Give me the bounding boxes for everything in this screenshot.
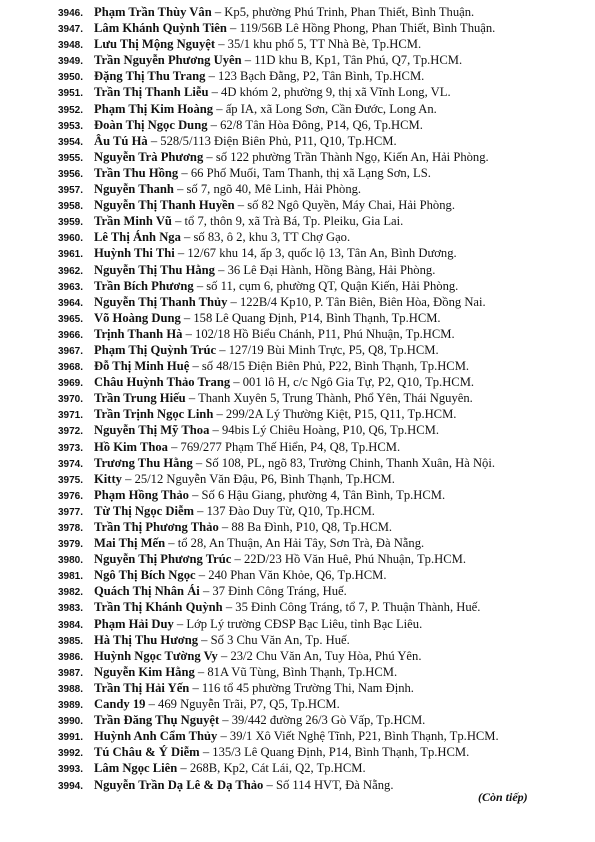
entry-address: 769/277 Phạm Thế Hiển, P4, Q8, Tp.HCM. [180,439,401,454]
list-item: 3991. Huỳnh Anh Cẩm Thủy – 39/1 Xô Viết Nghệ Tĩnh, P21, Bình Thạnh, Tp.HCM. [58,728,578,744]
entry-number: 3980. [58,555,84,567]
entry-number: 3962. [58,265,84,277]
entry-name: Trần Đăng Thụ Nguyệt [94,713,220,728]
entry-name: Lê Thị Ánh Nga [94,230,181,245]
entry-address: 299/2A Lý Thường Kiệt, P15, Q11, Tp.HCM. [225,407,457,422]
entry-name: Tú Châu & Ý Diễm [94,745,200,760]
entry-name: Phạm Hồng Thảo [94,487,189,502]
entry-number: 3968. [58,362,84,374]
entry-address: ấp IA, xã Long Sơn, Cần Đước, Long An. [225,101,437,116]
entry-name: Trần Minh Vũ [94,214,172,229]
list-item: 3969. Châu Huỳnh Thảo Trang – 001 lô H, c/c Ngô Gia Tự, P2, Q10, Tp.HCM. [58,374,578,390]
entry-name: Nguyễn Thị Thanh Thủy [94,294,228,309]
entry-name: Huỳnh Thi Thi [94,246,175,261]
entry-number: 3964. [58,297,84,309]
entry-number: 3957. [58,185,84,197]
entry-number: 3949. [58,56,84,68]
list-item: 3958. Nguyễn Thị Thanh Huyền – số 82 Ngô Quyền, Máy Chai, Hải Phòng. [58,197,578,213]
entry-number: 3966. [58,329,84,341]
entry-name: Âu Tú Hà [94,133,148,148]
list-item: 3965. Võ Hoàng Dung – 158 Lê Quang Định, P14, Bình Thạnh, Tp.HCM. [58,310,578,326]
entry-name: Đỗ Thị Minh Huệ [94,359,190,374]
entry-name: Phạm Thị Quỳnh Trúc [94,342,217,357]
entry-number: 3982. [58,587,84,599]
entry-name: Trần Trung Hiếu [94,391,186,406]
entry-address: 240 Phan Văn Khỏe, Q6, Tp.HCM. [208,568,387,583]
entry-number: 3989. [58,700,84,712]
entry-list [58,4,578,793]
entry-name: Candy 19 [94,697,146,712]
continued-note: (Còn tiếp) [478,790,528,804]
entry-name: Trần Trịnh Ngọc Linh [94,407,214,422]
list-item: 3967. Phạm Thị Quỳnh Trúc – 127/19 Bùi Minh Trực, P5, Q8, Tp.HCM. [58,342,578,358]
entry-number: 3958. [58,201,84,213]
entry-number: 3975. [58,474,84,486]
entry-number: 3983. [58,603,84,615]
entry-name: Trần Thu Hồng [94,165,179,180]
entry-name: Lâm Ngọc Liên [94,761,178,776]
list-item: 3984. Phạm Hải Duy – Lớp Lý trường CĐSP Bạc Liêu, tỉnh Bạc Liêu. [58,616,578,632]
entry-address: Thanh Xuyên 5, Trung Thành, Phổ Yên, Thái Nguyên. [198,391,473,406]
entry-address: 35 Đinh Công Tráng, tổ 7, P. Thuận Thành, Huế. [235,600,481,615]
entry-address: 22D/23 Hồ Văn Huê, Phú Nhuận, Tp.HCM. [243,552,466,567]
entry-number: 3976. [58,490,84,502]
entry-number: 3994. [58,780,84,792]
entry-number: 3988. [58,683,84,695]
entry-number: 3986. [58,651,84,663]
entry-number: 3947. [58,24,84,36]
list-item: 3993. Lâm Ngọc Liên – 268B, Kp2, Cát Lái, Q2, Tp.HCM. [58,760,578,776]
list-item: 3990. Trần Đăng Thụ Nguyệt – 39/442 đường 26/3 Gò Vấp, Tp.HCM. [58,712,578,728]
entry-address: Kp5, phường Phú Trinh, Phan Thiết, Bình Thuận. [224,5,475,19]
entry-number: 3992. [58,748,84,760]
entry-name: Nguyễn Thanh [94,182,174,197]
entry-name: Nguyễn Trần Dạ Lê & Dạ Thảo [94,777,264,792]
list-item: 3954. Âu Tú Hà – 528/5/113 Điện Biên Phủ, P11, Q10, Tp.HCM. [58,133,578,149]
entry-address: 001 lô H, c/c Ngô Gia Tự, P2, Q10, Tp.HCM. [242,375,475,390]
list-item: 3971. Trần Trịnh Ngọc Linh – 299/2A Lý Thường Kiệt, P15, Q11, Tp.HCM. [58,406,578,422]
entry-address: 12/67 khu 14, ấp 3, quốc lộ 13, Tân An, Bình Dương. [187,246,457,261]
list-item: 3976. Phạm Hồng Thảo – Số 6 Hậu Giang, phường 4, Tân Bình, Tp.HCM. [58,487,578,503]
entry-number: 3952. [58,104,84,116]
list-item: 3978. Trần Thị Phương Thảo – 88 Ba Đình, P10, Q8, Tp.HCM. [58,519,578,535]
entry-address: 25/12 Nguyễn Văn Đậu, P6, Bình Thạnh, Tp.HCM. [134,471,395,486]
entry-address: số 11, cụm 6, phường QT, Quận Kiến, Hải Phòng. [206,278,459,293]
entry-address: số 7, ngõ 40, Mê Linh, Hải Phòng. [186,182,362,197]
list-item: 3973. Hồ Kim Thoa – 769/277 Phạm Thế Hiển, P4, Q8, Tp.HCM. [58,439,578,455]
list-item: 3968. Đỗ Thị Minh Huệ – số 48/15 Điện Biên Phủ, P22, Bình Thạnh, Tp.HCM. [58,358,578,374]
list-item: 3963. Trần Bích Phương – số 11, cụm 6, phường QT, Quận Kiến, Hải Phòng. [58,278,578,294]
entry-number: 3950. [58,72,84,84]
entry-number: 3960. [58,233,84,245]
entry-address: 102/18 Hồ Biểu Chánh, P11, Phú Nhuận, Tp.HCM. [195,326,455,341]
list-item: 3966. Trịnh Thanh Hà – 102/18 Hồ Biểu Chánh, P11, Phú Nhuận, Tp.HCM. [58,326,578,342]
entry-name: Nguyễn Kim Hằng [94,664,195,679]
list-item: 3972. Nguyễn Thị Mỹ Thoa – 94bis Lý Chiêu Hoàng, P10, Q6, Tp.HCM. [58,422,578,438]
entry-address: số 83, ô 2, khu 3, TT Chợ Gạo. [193,230,351,245]
entry-address: 94bis Lý Chiêu Hoàng, P10, Q6, Tp.HCM. [221,423,439,438]
entry-address: 37 Đinh Công Tráng, Huế. [212,584,347,599]
entry-number: 3979. [58,539,84,551]
list-item: 3983. Trần Thị Khánh Quỳnh – 35 Đinh Công Tráng, tổ 7, P. Thuận Thành, Huế. [58,599,578,615]
entry-address: Số 108, PL, ngõ 83, Trường Chinh, Thanh Xuân, Hà Nội. [205,455,495,470]
entry-number: 3987. [58,667,84,679]
entry-name: Kitty [94,471,122,486]
entry-name: Huỳnh Anh Cẩm Thủy [94,729,218,744]
entry-name: Phạm Thị Kim Hoàng [94,101,214,116]
entry-name: Trần Bích Phương [94,278,194,293]
list-item: 3957. Nguyễn Thanh – số 7, ngõ 40, Mê Linh, Hải Phòng. [58,181,578,197]
entry-name: Châu Huỳnh Thảo Trang [94,375,231,390]
list-item: 3952. Phạm Thị Kim Hoàng – ấp IA, xã Long Sơn, Cần Đước, Long An. [58,101,578,117]
entry-name: Trần Nguyễn Phương Uyên [94,53,242,68]
entry-number: 3991. [58,732,84,744]
entry-name: Trần Thị Phương Thảo [94,520,219,534]
list-item: 3959. Trần Minh Vũ – tổ 7, thôn 9, xã Trà Bá, Tp. Pleiku, Gia Lai. [58,213,578,229]
entry-number: 3965. [58,313,84,325]
entry-address: Số 114 HVT, Đà Nẵng. [275,777,394,792]
entry-address: 268B, Kp2, Cát Lái, Q2, Tp.HCM. [189,761,366,776]
entry-name: Huỳnh Ngọc Tường Vy [94,648,218,663]
entry-address: 119/56B Lê Hồng Phong, Phan Thiết, Bình Thuận. [239,21,496,36]
entry-address: 137 Đào Duy Từ, Q10, Tp.HCM. [206,503,375,518]
entry-address: Số 6 Hậu Giang, phường 4, Tân Bình, Tp.HCM. [201,487,446,502]
list-item: 3948. Lưu Thị Mộng Nguyệt – 35/1 khu phố 5, TT Nhà Bè, Tp.HCM. [58,36,578,52]
entry-number: 3981. [58,571,84,583]
entry-number: 3948. [58,40,84,52]
list-item: 3989. Candy 19 – 469 Nguyễn Trãi, P7, Q5, Tp.HCM. [58,696,578,712]
list-item: 3992. Tú Châu & Ý Diễm – 135/3 Lê Quang Định, P14, Bình Thạnh, Tp.HCM. [58,744,578,760]
entry-number: 3971. [58,410,84,422]
entry-name: Nguyễn Thị Phương Trúc [94,552,232,567]
list-item: 3961. Huỳnh Thi Thi – 12/67 khu 14, ấp 3, quốc lộ 13, Tân An, Bình Dương. [58,245,578,261]
entry-address: số 82 Ngô Quyền, Máy Chai, Hải Phòng. [247,198,455,213]
entry-number: 3963. [58,281,84,293]
entry-address: 62/8 Tân Hòa Đông, P14, Q6, Tp.HCM. [220,117,423,132]
entry-address: 158 Lê Quang Định, P14, Bình Thạnh, Tp.HCM. [193,310,441,325]
entry-number: 3970. [58,394,84,406]
entry-name: Nguyễn Trà Phương [94,149,204,164]
list-item: 3962. Nguyễn Thị Thu Hằng – 36 Lê Đại Hành, Hồng Bàng, Hải Phòng. [58,262,578,278]
list-item: 3985. Hà Thị Thu Hương – Số 3 Chu Văn An, Tp. Huế. [58,632,578,648]
list-item: 3981. Ngô Thị Bích Ngọc – 240 Phan Văn Khỏe, Q6, Tp.HCM. [58,567,578,583]
entry-number: 3953. [58,120,84,132]
entry-name: Hồ Kim Thoa [94,439,168,454]
entry-address: 39/442 đường 26/3 Gò Vấp, Tp.HCM. [231,713,426,728]
entry-name: Mai Thị Mến [94,536,166,551]
entry-address: tổ 28, An Thuận, An Hải Tây, Sơn Trà, Đà Nẵng. [177,536,425,551]
list-item: 3960. Lê Thị Ánh Nga – số 83, ô 2, khu 3, TT Chợ Gạo. [58,229,578,245]
entry-address: 122B/4 Kp10, P. Tân Biên, Biên Hòa, Đồng Nai. [239,294,486,309]
list-item: 3988. Trần Thị Hải Yến – 116 tổ 45 phường Trường Thi, Nam Định. [58,680,578,696]
list-item: 3975. Kitty – 25/12 Nguyễn Văn Đậu, P6, Bình Thạnh, Tp.HCM. [58,471,578,487]
entry-address: tổ 7, thôn 9, xã Trà Bá, Tp. Pleiku, Gia Lai. [184,214,404,229]
list-item: 3986. Huỳnh Ngọc Tường Vy – 23/2 Chu Văn An, Tuy Hòa, Phú Yên. [58,648,578,664]
list-item: 3970. Trần Trung Hiếu – Thanh Xuyên 5, Trung Thành, Phổ Yên, Thái Nguyên. [58,390,578,406]
entry-name: Lâm Khánh Quỳnh Tiên [94,21,227,36]
entry-name: Ngô Thị Bích Ngọc [94,568,196,583]
entry-name: Trần Thị Khánh Quỳnh [94,600,223,615]
entry-address: 135/3 Lê Quang Định, P14, Bình Thạnh, Tp.HCM. [212,745,470,760]
entry-address: 88 Ba Đình, P10, Q8, Tp.HCM. [231,520,393,534]
entry-address: 81A Vũ Tùng, Bình Thạnh, Tp.HCM. [207,664,398,679]
entry-address: Lớp Lý trường CĐSP Bạc Liêu, tỉnh Bạc Liêu. [186,616,423,631]
list-item: 3977. Từ Thị Ngọc Diễm – 137 Đào Duy Từ, Q10, Tp.HCM. [58,503,578,519]
entry-name: Hà Thị Thu Hương [94,632,199,647]
entry-name: Trương Thu Hằng [94,455,193,470]
entry-address: 11D khu B, Kp1, Tân Phú, Q7, Tp.HCM. [254,53,463,68]
entry-number: 3967. [58,345,84,357]
list-item: 3974. Trương Thu Hằng – Số 108, PL, ngõ 83, Trường Chinh, Thanh Xuân, Hà Nội. [58,455,578,471]
list-item: 3949. Trần Nguyễn Phương Uyên – 11D khu B, Kp1, Tân Phú, Q7, Tp.HCM. [58,52,578,68]
entry-name: Nguyễn Thị Thu Hằng [94,262,215,277]
entry-number: 3956. [58,168,84,180]
entry-name: Trần Thị Hải Yến [94,680,190,695]
entry-name: Phạm Trần Thùy Vân [94,5,212,19]
entry-address: 66 Phố Muối, Tam Thanh, thị xã Lạng Sơn, LS. [190,165,431,180]
entry-number: 3951. [58,88,84,100]
entry-address: 39/1 Xô Viết Nghệ Tĩnh, P21, Bình Thạnh, Tp.HCM. [229,729,499,744]
entry-name: Lưu Thị Mộng Nguyệt [94,37,216,52]
entry-number: 3954. [58,136,84,148]
entry-number: 3993. [58,764,84,776]
entry-address: 35/1 khu phố 5, TT Nhà Bè, Tp.HCM. [227,37,422,52]
entry-address: 36 Lê Đại Hành, Hồng Bàng, Hải Phòng. [227,262,436,277]
list-item: 3950. Đặng Thị Thu Trang – 123 Bạch Đằng, P2, Tân Bình, Tp.HCM. [58,68,578,84]
entry-address: 4D khóm 2, phường 9, thị xã Vĩnh Long, VL. [221,85,451,100]
entry-number: 3978. [58,523,84,534]
list-item: 3994. Nguyễn Trần Dạ Lê & Dạ Thảo – Số 114 HVT, Đà Nẵng. [58,777,578,793]
entry-name: Quách Thị Nhân Ái [94,584,200,599]
entry-number: 3959. [58,217,84,229]
entry-name: Trần Thị Thanh Liễu [94,85,209,100]
entry-number: 3977. [58,506,84,518]
entry-name: Trịnh Thanh Hà [94,326,183,341]
list-item: 3953. Đoàn Thị Ngọc Dung – 62/8 Tân Hòa Đông, P14, Q6, Tp.HCM. [58,117,578,133]
entry-address: 23/2 Chu Văn An, Tuy Hòa, Phú Yên. [230,648,422,663]
entry-address: 123 Bạch Đằng, P2, Tân Bình, Tp.HCM. [218,69,425,84]
entry-number: 3984. [58,619,84,631]
list-item: 3951. Trần Thị Thanh Liễu – 4D khóm 2, phường 9, thị xã Vĩnh Long, VL. [58,84,578,100]
list-item: 3947. Lâm Khánh Quỳnh Tiên – 119/56B Lê Hồng Phong, Phan Thiết, Bình Thuận. [58,20,578,36]
entry-address: 127/19 Bùi Minh Trực, P5, Q8, Tp.HCM. [228,342,439,357]
list-item: 3982. Quách Thị Nhân Ái – 37 Đinh Công Tráng, Huế. [58,583,578,599]
entry-address: 528/5/113 Điện Biên Phủ, P11, Q10, Tp.HCM. [160,133,397,148]
entry-number: 3973. [58,442,84,454]
entry-number: 3946. [58,8,84,19]
entry-address: số 48/15 Điện Biên Phủ, P22, Bình Thạnh, Tp.HCM. [201,359,470,374]
list-item: 3987. Nguyễn Kim Hằng – 81A Vũ Tùng, Bình Thạnh, Tp.HCM. [58,664,578,680]
entry-name: Võ Hoàng Dung [94,310,181,325]
entry-address: số 122 phường Trần Thành Ngọ, Kiến An, Hải Phòng. [215,149,489,164]
list-item: 3979. Mai Thị Mến – tổ 28, An Thuận, An Hải Tây, Sơn Trà, Đà Nẵng. [58,535,578,551]
entry-number: 3985. [58,635,84,647]
entry-number: 3969. [58,378,84,390]
entry-name: Nguyễn Thị Thanh Huyền [94,198,235,213]
list-item: 3964. Nguyễn Thị Thanh Thủy – 122B/4 Kp10, P. Tân Biên, Biên Hòa, Đồng Nai. [58,294,578,310]
entry-name: Nguyễn Thị Mỹ Thoa [94,423,210,438]
entry-name: Phạm Hải Duy [94,616,174,631]
entry-number: 3974. [58,458,84,470]
entry-address: Số 3 Chu Văn An, Tp. Huế. [210,632,350,647]
entry-number: 3972. [58,426,84,438]
entry-number: 3990. [58,716,84,728]
list-item: 3980. Nguyễn Thị Phương Trúc – 22D/23 Hồ Văn Huê, Phú Nhuận, Tp.HCM. [58,551,578,567]
entry-number: 3961. [58,249,84,261]
entry-name: Từ Thị Ngọc Diễm [94,503,195,518]
entry-name: Đoàn Thị Ngọc Dung [94,117,208,132]
list-item: 3955. Nguyễn Trà Phương – số 122 phường Trần Thành Ngọ, Kiến An, Hải Phòng. [58,149,578,165]
list-item: 3956. Trần Thu Hồng – 66 Phố Muối, Tam Thanh, thị xã Lạng Sơn, LS. [58,165,578,181]
entry-name: Đặng Thị Thu Trang [94,69,206,84]
entry-address: 116 tổ 45 phường Trường Thi, Nam Định. [201,680,414,695]
entry-address: 469 Nguyễn Trãi, P7, Q5, Tp.HCM. [158,697,340,712]
list-item: 3946. Phạm Trần Thùy Vân – Kp5, phường Phú Trinh, Phan Thiết, Bình Thuận. [58,4,578,20]
entry-number: 3955. [58,152,84,164]
